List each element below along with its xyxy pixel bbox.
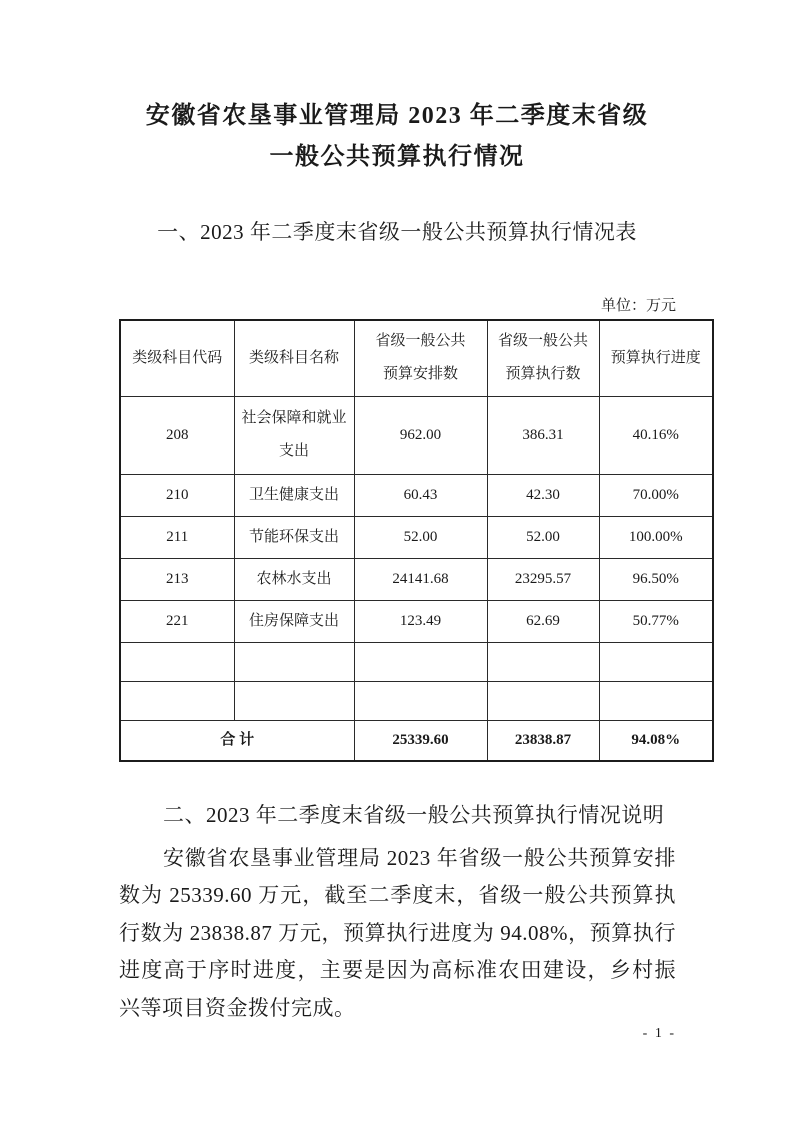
table-row [120,396,713,474]
table-total-row [120,720,713,761]
cell-executed: 62.69 [487,600,599,642]
cell-progress: 70.00% [599,474,713,516]
cell-arranged: 962.00 [354,396,487,474]
cell-progress: 100.00% [599,516,713,558]
table-row-empty [120,642,713,681]
table-row [120,600,713,642]
table-header-row [120,320,713,396]
table-row-empty [120,681,713,720]
total-executed-cell: 23838.87 [487,720,599,761]
body-paragraph: 安徽省农垦事业管理局 2023 年省级一般公共预算安排数为 25339.60 万元，截至二季度末，省级一般公共预算执行数为 23838.87 万元，预算执行进度为 94.08%，预算执行进度高于序时进度，主要是因为高标准农田建设，乡村振兴等项目资金拨付完成。 [119,845,676,1020]
section1-heading: 一、2023 年二季度末省级一般公共预算执行情况表 [157,220,637,244]
cell-name [234,681,354,720]
cell-progress: 96.50% [599,558,713,600]
cell-progress [599,642,713,681]
total-progress-cell: 94.08% [599,720,713,761]
cell-code: 221 [120,600,234,642]
total-label-cell: 合 计 [120,720,354,761]
total-arranged-cell: 25339.60 [354,720,487,761]
document-title [0,96,794,178]
cell-name: 住房保障支出 [234,600,354,642]
column-header-label: 类级科目名称 [248,349,339,366]
column-header-name [234,320,354,396]
cell-code: 211 [120,516,234,558]
document-title-line2: 一般公共预算执行情况 [269,144,525,170]
cell-arranged: 60.43 [354,474,487,516]
column-header-progress [599,320,713,396]
column-header-executed [487,320,599,396]
cell-arranged [354,642,487,681]
cell-executed: 23295.57 [487,558,599,600]
cell-arranged: 123.49 [354,600,487,642]
cell-executed: 386.31 [487,396,599,474]
cell-name: 社会保障和就业支出 [234,396,354,474]
cell-name: 节能环保支出 [234,516,354,558]
column-header-code [120,320,234,396]
cell-executed: 52.00 [487,516,599,558]
cell-progress: 40.16% [599,396,713,474]
cell-name: 卫生健康支出 [234,474,354,516]
budget-execution-table [119,319,714,762]
cell-code: 210 [120,474,234,516]
cell-executed [487,681,599,720]
column-header-arranged [354,320,487,396]
cell-executed: 42.30 [487,474,599,516]
cell-name: 农林水支出 [234,558,354,600]
cell-executed [487,642,599,681]
table-row [120,516,713,558]
cell-code: 208 [120,396,234,474]
column-header-label-line1: 省级一般公共 [375,333,466,350]
column-header-label: 预算执行进度 [610,349,701,366]
cell-code: 213 [120,558,234,600]
cell-name [234,642,354,681]
cell-code [120,642,234,681]
cell-code [120,681,234,720]
cell-arranged: 24141.68 [354,558,487,600]
column-header-label: 类级科目代码 [132,349,223,366]
document-title-line1: 安徽省农垦事业管理局 2023 年二季度末省级 [145,103,649,129]
page-number: - 1 - [642,1026,676,1041]
unit-label: 单位：万元 [600,298,676,314]
section2-block [119,797,676,1028]
table-row [120,558,713,600]
column-header-label-line2: 预算安排数 [382,366,458,383]
cell-arranged [354,681,487,720]
column-header-label-line2: 预算执行数 [505,366,581,383]
column-header-label-line1: 省级一般公共 [497,333,588,350]
section2-heading: 二、2023 年二季度末省级一般公共预算执行情况说明 [163,803,665,827]
cell-progress [599,681,713,720]
cell-progress: 50.77% [599,600,713,642]
cell-arranged: 52.00 [354,516,487,558]
table-row [120,474,713,516]
